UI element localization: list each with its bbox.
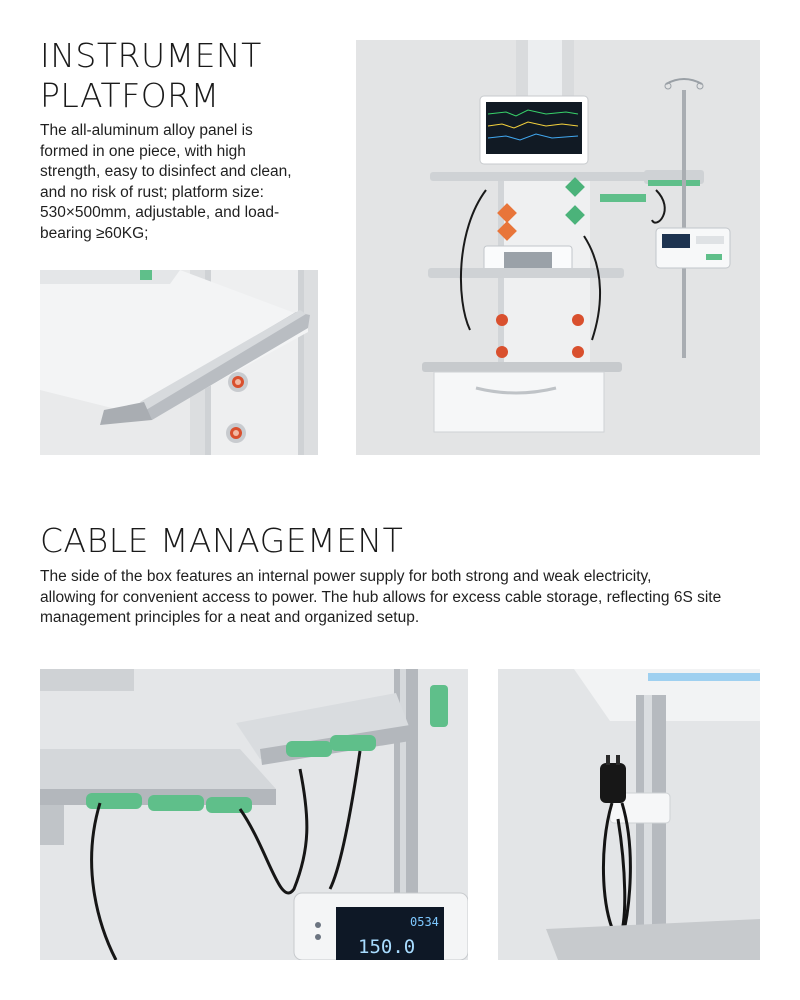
description-line: bearing ≥60KG; [40, 224, 149, 242]
description-line: allowing for convenient access to power. The hub allows for excess cable storage, reflecting 6S site [40, 588, 722, 606]
cable-hub-photo [40, 669, 468, 960]
cable-management-title: CABLE MANAGEMENT [40, 521, 404, 560]
power-plug-photo [498, 669, 760, 960]
workstation-photo [356, 40, 760, 455]
instrument-platform-heading [40, 36, 330, 116]
description-line: formed in one piece, with high [40, 142, 246, 160]
platform-closeup-illustration [40, 270, 318, 455]
workstation-illustration [356, 40, 760, 455]
description-line: The all-aluminum alloy panel is [40, 122, 253, 139]
instrument-platform-title-line2: PLATFORM [40, 76, 220, 115]
description-line: strength, easy to disinfect and clean, [40, 163, 292, 180]
instrument-platform-description [40, 121, 340, 244]
platform-closeup-photo [40, 270, 318, 455]
description-line: management principles for a neat and organized setup. [40, 609, 420, 626]
cable-management-description [40, 567, 770, 629]
description-line: and no risk of rust; platform size: [40, 183, 264, 201]
cable-hub-illustration [40, 669, 468, 960]
description-line: 530×500mm, adjustable, and load- [40, 204, 280, 221]
description-line: The side of the box features an internal power supply for both strong and weak electricity, [40, 568, 652, 585]
pump-top-value: 0534 [410, 915, 439, 929]
power-plug-illustration [498, 669, 760, 960]
pump-main-value: 150.0 [358, 936, 416, 958]
instrument-platform-title-line1: INSTRUMENT [40, 36, 262, 75]
